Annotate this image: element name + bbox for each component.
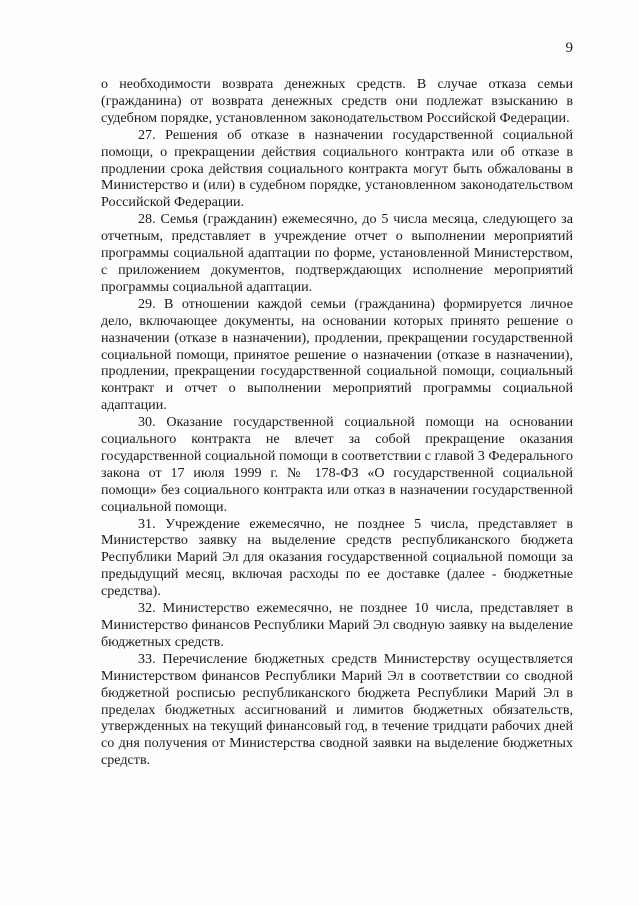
document-body: [101, 76, 573, 769]
paragraph-33: 33. Перечисление бюджетных средств Министерству осуществляется Министерством финансов Республики Марий Эл в соответствии со сводной бюджетной росписью республиканского бюджета Республики Марий Эл в пределах бюджетных ассигнований и лимитов бюджетных обязательств, утвержденных на текущий финансовый год, в течение тридцати рабочих дней со дня получения от Министерства сводной заявки на выделение бюджетных средств.: [101, 650, 573, 769]
paragraph-28: 28. Семья (гражданин) ежемесячно, до 5 числа месяца, следующего за отчетным, представляет в учреждение отчет о выполнении мероприятий программы социальной адаптации по форме, установленной Министерством, с приложением документов, подтверждающих исполнение мероприятий программы социальной адаптации.: [101, 211, 573, 295]
page-number: 9: [565, 40, 573, 56]
paragraph-30: 30. Оказание государственной социальной помощи на основании социального контракта не влечет за собой прекращение оказания государственной социальной помощи в соответствии с главой 3 Федерального закона от 17 июля 1999 г. № 178-ФЗ «О государственной социальной помощи» без социального контракта или отказ в назначении государственной социальной помощи.: [101, 414, 573, 515]
paragraph-31: 31. Учреждение ежемесячно, не позднее 5 числа, представляет в Министерство заявку на выделение средств республиканского бюджета Республики Марий Эл для оказания государственной социальной помощи за предыдущий месяц, включая расходы по ее доставке (далее - бюджетные средства).: [101, 515, 573, 600]
paragraph-continuation: о необходимости возврата денежных средств. В случае отказа семьи (гражданина) от возврата денежных средств они подлежат взысканию в судебном порядке, установленном законодательством Российской Федерации.: [101, 76, 573, 126]
paragraph-29: 29. В отношении каждой семьи (гражданина) формируется личное дело, включающее документы, на основании которых принято решение о назначении (отказе в назначении), продлении, прекращении государственной социальной помощи, принятое решение о назначении (отказе в назначении), продлении, прекращении государственной социальной помощи, социальный контракт и отчет о выполнении мероприятий программы социальной адаптации.: [101, 295, 573, 414]
paragraph-27: 27. Решения об отказе в назначении государственной социальной помощи, о прекращении действия социального контракта или об отказе в продлении срока действия социального контракта могут быть обжалованы в Министерство и (или) в судебном порядке, установленном законодательством Российской Федерации.: [101, 126, 573, 211]
paragraph-32: 32. Министерство ежемесячно, не позднее 10 числа, представляет в Министерство финансов Республики Марий Эл сводную заявку на выделение бюджетных средств.: [101, 600, 573, 650]
